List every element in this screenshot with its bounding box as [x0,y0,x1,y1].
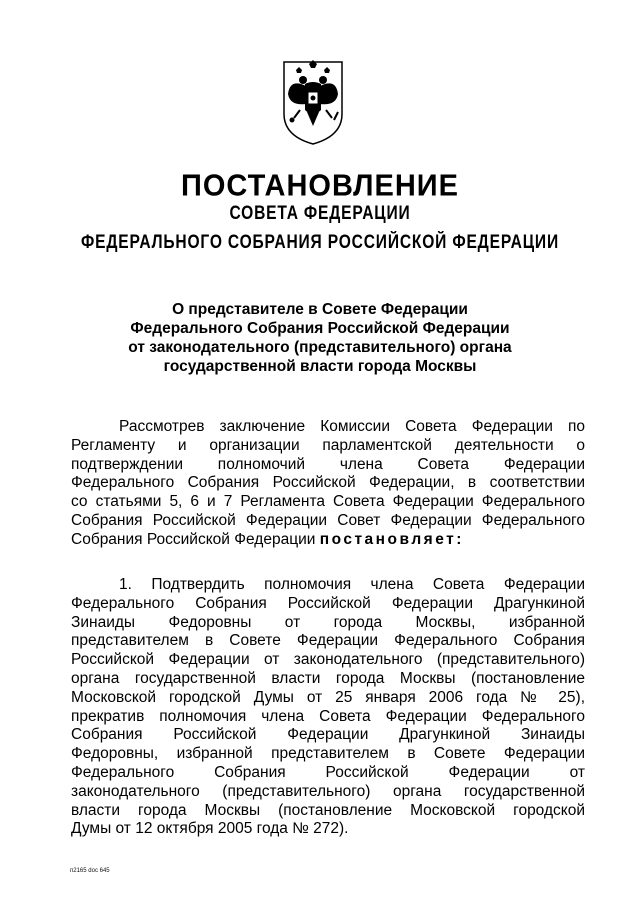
text-line: подтверждении полномочий члена Совета Федерации [71,455,585,473]
heading-line: Федерального Собрания Российской Федерации [130,320,510,337]
text-line: Федерального Собрания Российской Федерации Драгункиной [71,594,585,612]
document-code: п2165 doc 645 [70,868,110,874]
paragraph-item-1 [71,576,585,839]
document-subtitle-council: СОВЕТА ФЕДЕРАЦИИ [229,203,411,224]
text-line: Зинаиды Федоровны от города Москвы, избранной [71,613,585,631]
text-line-fragment: Собрания Российской Федерации [71,530,316,548]
text-line: Федерального Собрания Российской Федерации от [71,763,585,781]
heading-line: О представителе в Совете Федерации [172,301,468,318]
resolves-word: постановляет: [319,530,464,548]
text-line: прекратив полномочия члена Совета Федерации Федерального [71,707,585,725]
paragraph-preamble [71,418,585,550]
document-heading [60,300,580,376]
state-emblem-icon [276,56,350,146]
text-line: Собрания Российской Федерации Драгункиной Зинаиды [71,726,585,744]
text-line: Федерального Собрания Российской Федерации, в соответствии [71,474,585,492]
text-line: со статьями 5, 6 и 7 Регламента Совета Федерации Федерального [71,493,585,511]
text-line [71,531,585,550]
text-line: власти города Москвы (постановление Московской городской [71,801,585,819]
text-line: 1. Подтвердить полномочия члена Совета Федерации [119,576,585,593]
text-line: Регламенту и организации парламентской деятельности о [71,436,585,454]
text-line: Российской Федерации от законодательного (представительного) [71,651,585,669]
text-line: Думы от 12 октября 2005 года № 272). [71,820,349,838]
document-title: ПОСТАНОВЛЕНИЕ [181,169,459,203]
heading-line: от законодательного (представительного) органа [128,339,512,356]
text-line: Собрания Российской Федерации Совет Федерации Федерального [71,511,585,529]
heading-line: государственной власти города Москвы [163,358,477,375]
text-line: представителем в Совете Федерации Федерального Собрания [71,632,585,650]
text-line: Рассмотрев заключение Комиссии Совета Федерации по [119,418,585,435]
text-line: Московской городской Думы от 25 января 2006 года № 25), [71,688,585,706]
document-subtitle-assembly: ФЕДЕРАЛЬНОГО СОБРАНИЯ РОССИЙСКОЙ ФЕДЕРАЦИИ [81,232,559,253]
text-line: органа государственной власти города Москвы (постановление [71,669,585,687]
text-line: Федоровны, избранной представителем в Совете Федерации [71,745,585,763]
text-line: законодательного (представительного) органа государственной [71,782,585,800]
